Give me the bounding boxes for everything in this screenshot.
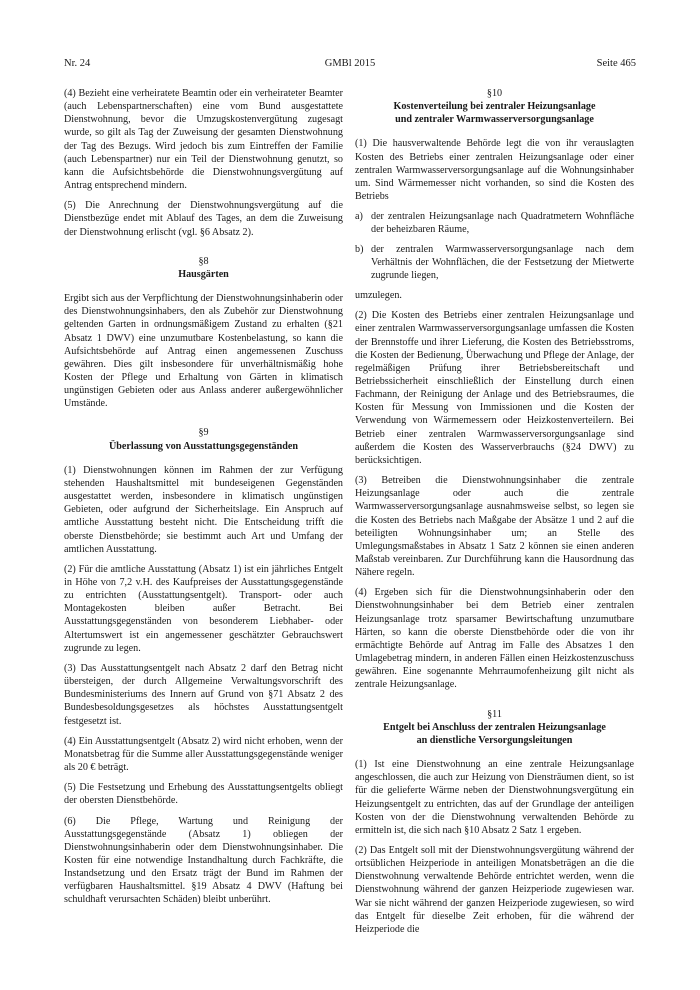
section-heading-8 (64, 255, 343, 281)
section-title: Überlassung von Ausstattungsgegenständen (108, 440, 299, 452)
page-header (64, 58, 636, 74)
list-item (355, 210, 634, 236)
paragraph: (1) Die hausverwaltende Behörde legt die von ihr verauslagten Kosten des Betriebs einer zentralen Heizungsanlage oder einer zentralen Warmwasserversorgungsanlage auf die Wohnungsinhaber um. Sind Wärmemesser nicht vorhanden, so sind die Kosten des Betriebs (355, 138, 634, 203)
paragraph: (4) Bezieht eine verheiratete Beamtin oder ein verheirateter Beamter (auch Lebenspartnerschaften) eine vom Bund ausgestattete Dienstwohnung, bevor die Umzugskostenvergütung zugesagt wurde, so gilt als Tag der Zuweisung der gesamten Dienstwohnung der Tag des Bezugs. Wird jedoch bis zum Eintreffen der Familie (auch Lebenspartner) nur ein Teil der Dienstwohnung genutzt, so kann die Aufsichtsbehörde die Dienstwohnungsvergütung auf Antrag entsprechend mindern. (64, 88, 343, 192)
list-label: a) (355, 211, 363, 223)
paragraph: (2) Das Entgelt soll mit der Dienstwohnungsvergütung während der ortsüblichen Heizperiode in anteiligen Monatsbeträgen an die die Dienstwohnung verwaltende Behörde entrichtet werden, wenn die Dienstwohnung während der ganzen Heizperiode zugewiesen war. War sie nicht während der ganzen Heizperiode zugewiesen, so wird das Entgelt für dieselbe Zeit erhoben, für die während der Heizperiode die (355, 844, 634, 935)
list-label: b) (355, 243, 364, 255)
paragraph: (4) Ergeben sich für die Dienstwohnungsinhaberin oder den Dienstwohnungsinhaber bei dem Betrieb einer zentralen Heizungsanlage trotz sparsamer Bewirtschaftung unzumutbare Härten, so kann die oberste Dienstbehörde oder die von ihr ermächtigte Behörde auf Antrag im Falle des Absatzes 1 den Umlagebetrag mindern, in anderen Fällen einen Heizkostenzuschuss gewähren. Eine sogenannte Mehrraumofenheizung gilt nicht als zentrale Heizungsanlage. (355, 587, 634, 691)
paragraph: umzulegen. (355, 290, 402, 302)
section-heading-11 (355, 708, 634, 747)
section-title-line1: Kostenverteilung bei zentraler Heizungsanlage (393, 101, 596, 113)
section-title: Hausgärten (178, 268, 229, 280)
section-number: §11 (487, 708, 502, 720)
paragraph: (3) Das Ausstattungsentgelt nach Absatz 2 darf den Betrag nicht übersteigen, der durch Allgemeine Verwaltungsvorschrift des Bundesministeriums des Innern auf Grund von §71 Absatz 2 des Bundesbesoldungsgesetzes als höchstes Ausstattungsentgelt festgesetzt ist. (64, 662, 343, 727)
section-title-line2: und zentraler Warmwasserversorgungsanlage (395, 114, 594, 126)
section-number: §10 (486, 88, 503, 99)
enumerated-list (355, 210, 634, 282)
right-column (355, 87, 634, 943)
paragraph: Ergibt sich aus der Verpflichtung der Dienstwohnungsinhaberin oder des Dienstwohnungsinhabers, den als Zubehör zur Dienstwohnung geltenden Garten in ordnungsmäßigem Zustand zu erhalten (§21 Absatz 1 DWV) eine unzumutbare Kostenbelastung, so kann die Aufsichtsbehörde auf Antrag einen angemessenen Zuschuss gewähren. Dies gilt insbesondere für unverhältnismäßig hohe Kosten der Pflege und Erhaltung von Gärten in klimatisch ungünstigen Gebieten oder aus Anlass anderer außergewöhnlicher Umstände. (64, 293, 343, 410)
issue-number: Nr. 24 (64, 58, 91, 69)
paragraph: (1) Dienstwohnungen können im Rahmen der zur Verfügung stehenden Haushaltsmittel mit bundeseigenen Gegenständen ausgestattet werden, insbesondere in klimatisch ungünstigen Gebieten, oder aufgrund der Sicherheitslage. Ein Anspruch auf amtliche Ausstattung besteht nicht. Die Entscheidung trifft die oberste Dienstbehörde; sie bestimmt auch Art und Umfang der amtlichen Ausstattung. (64, 464, 343, 555)
left-column (64, 87, 343, 914)
paragraph: (4) Ein Ausstattungsentgelt (Absatz 2) wird nicht erhoben, wenn der Monatsbetrag für die Summe aller Ausstattungsgegenstände weniger als 20 € beträgt. (64, 735, 343, 774)
section-heading-10 (355, 87, 634, 126)
section-number: §8 (198, 255, 209, 267)
paragraph: (5) Die Anrechnung der Dienstwohnungsvergütung auf die Dienstbezüge endet mit Ablauf des Tages, an dem die Zuweisung der Dienstwohnung erlischt (vgl. §6 Absatz 2). (64, 200, 343, 238)
section-number: §9 (198, 427, 209, 439)
paragraph: (5) Die Festsetzung und Erhebung des Ausstattungsentgelts obliegt der obersten Dienstbehörde. (64, 782, 343, 807)
list-text: der zentralen Heizungsanlage nach Quadratmetern Wohnfläche der beheizbaren Räume, (371, 211, 634, 236)
section-title-line2: an dienstliche Versorgungsleitungen (416, 734, 573, 746)
list-text: der zentralen Warmwasserversorgungsanlage nach dem Verhältnis der Wohnflächen, die der Festsetzung der Mietwerte zugrunde liegen, (371, 243, 634, 281)
paragraph: (6) Die Pflege, Wartung und Reinigung der Ausstattungsgegenstände (Absatz 1) obliegen der Dienstwohnungsinhaberin oder dem Dienstwohnungsinhaber. Die Kosten für eine notwendige Instandhaltung durch Fachkräfte, die Instandsetzung und den Ersatz trägt der Bund im Rahmen der verfügbaren Haushaltsmittel. §19 Absatz 4 DWV (Haftung bei schuldhaft verursachten Schäden) bleibt unberührt. (64, 815, 343, 906)
paragraph: (3) Betreiben die Dienstwohnungsinhaber die zentrale Heizungsanlage oder auch die zentrale Warmwasserversorgungsanlage ausnahmsweise selbst, so legen sie die Kosten des Betriebs nach Maßgabe der Absätze 1 und 2 auf die beteiligten Wohnungsinhaber um; an Stelle des Umlegungsmaßstabes in Absatz 1 Satz 2 können sie einen anderen Maßstab vereinbaren. Zur Durchführung kann die Hausordnung das Nähere regeln. (355, 475, 634, 579)
journal-name: GMBl 2015 (324, 58, 376, 69)
list-item (355, 243, 634, 282)
paragraph: (2) Für die amtliche Ausstattung (Absatz 1) ist ein jährliches Entgelt in Höhe von 7,2 v.H. des Kaufpreises der Ausstattungsgegenstände zu entrichten (Ausstattungsentgelt). Transport- oder auch Montagekosten bleiben außer Betracht. Bei Ausstattungsgegenständen von besonderem Liebhaber- oder Altertumswert ist ein angemessener geschätzter Gebrauchswert zugrunde zu legen. (64, 563, 343, 654)
section-title-line1: Entgelt bei Anschluss der zentralen Heizungsanlage (383, 721, 606, 733)
paragraph: (2) Die Kosten des Betriebs einer zentralen Heizungsanlage und einer zentralen Warmwasserversorgungsanlage umfassen die Kosten der Brennstoffe und ihrer Lieferung, die Kosten des Betriebsstroms, die Kosten der Bedienung, Überwachung und Pflege der Anlage, der regelmäßigen Prüfung ihrer Betriebsbereitschaft und Betriebssicherheit einschließlich der Einstellung durch einen Fachmann, der Reinigung der Anlage und des Betriebsraumes, die Kosten für Messung von Immissionen und die Kosten der Verwendung von Wärmemessern oder Heizkostenverteilern. Bei Betrieb einer zentralen Warmwasserversorgungsanlage sind außerdem die Kosten des Wasserverbrauchs (§24 DWV) zu berücksichtigen. (355, 310, 634, 466)
page-number: Seite 465 (596, 58, 636, 69)
paragraph: (1) Ist eine Dienstwohnung an eine zentrale Heizungsanlage angeschlossen, die auch zur Heizung von Diensträumen dient, so ist für die gelieferte Wärme neben der Dienstwohnungsvergütung ein Heizungsentgelt zu entrichten, das auf der Grundlage der anteiligen Kosten von der die Dienstwohnung verwaltenden Behörde zu ermitteln ist, die sich nach §10 Absatz 2 Satz 1 ergeben. (355, 759, 634, 836)
section-heading-9 (64, 426, 343, 452)
